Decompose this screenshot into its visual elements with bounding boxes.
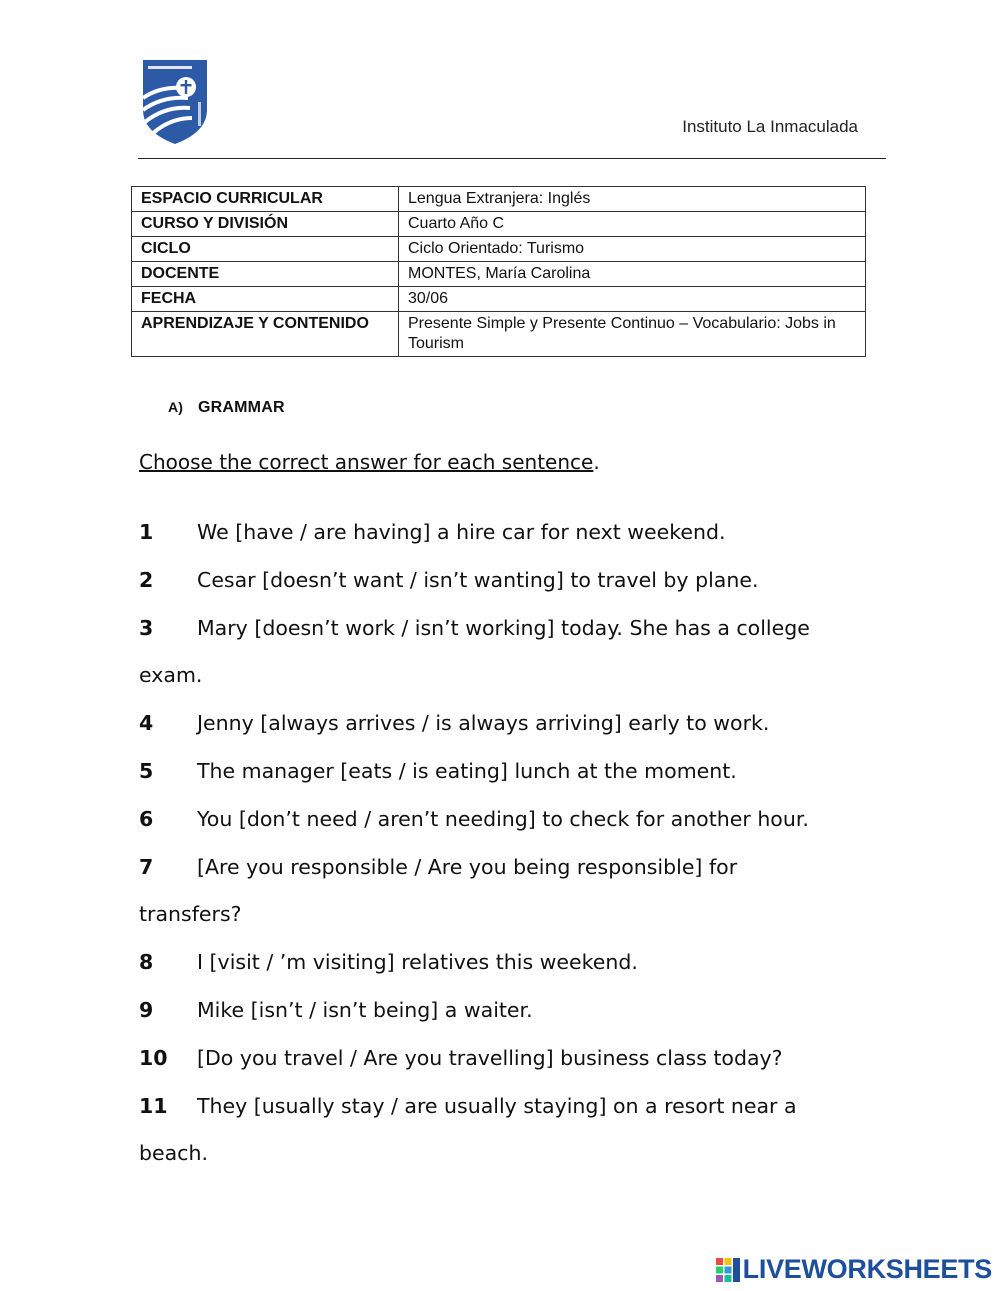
exercise-continuation — [139, 657, 859, 705]
exercise-sentence: [Do you travel / Are you travelling] business class today? — [197, 1045, 783, 1070]
instruction-underlined: Choose the correct answer for each sentence — [139, 450, 594, 474]
exercise-item — [139, 562, 859, 610]
exercise-number: 4 — [139, 711, 154, 736]
info-row — [132, 312, 866, 357]
exercise-sentence: exam. — [139, 663, 203, 688]
info-value: MONTES, María Carolina — [399, 262, 866, 287]
info-value: Lengua Extranjera: Inglés — [399, 187, 866, 212]
exercise-sentence: The manager [eats / is eating] lunch at the moment. — [197, 758, 737, 783]
exercise-item — [139, 992, 859, 1040]
exercise-continuation — [139, 896, 859, 944]
school-crest-icon — [140, 58, 210, 146]
info-value: Ciclo Orientado: Turismo — [399, 237, 866, 262]
info-key: CURSO Y DIVISIÓN — [132, 212, 399, 237]
exercise-sentence: beach. — [139, 1141, 208, 1166]
info-key: FECHA — [132, 287, 399, 312]
info-row — [132, 262, 866, 287]
info-row — [132, 287, 866, 312]
exercise-sentence: We [have / are having] a hire car for next weekend. — [197, 520, 726, 544]
exercise-continuation — [139, 1135, 859, 1183]
info-key: APRENDIZAJE Y CONTENIDO — [132, 312, 399, 357]
exercise-number: 6 — [139, 806, 154, 831]
exercise-list — [139, 514, 859, 1183]
exercise-number: 11 — [139, 1093, 168, 1118]
exercise-item — [139, 753, 859, 801]
exercise-item — [139, 514, 859, 562]
section-marker: A) — [168, 399, 184, 415]
info-value: Presente Simple y Presente Continuo – Vocabulario: Jobs in Tourism — [399, 312, 866, 357]
liveworksheets-brand — [715, 1254, 992, 1285]
info-row — [132, 187, 866, 212]
info-key: ESPACIO CURRICULAR — [132, 187, 399, 212]
instruction-text — [139, 450, 600, 474]
exercise-item — [139, 801, 859, 849]
instruction-period: . — [593, 450, 600, 474]
exercise-sentence: You [don’t need / aren’t needing] to check for another hour. — [197, 806, 809, 831]
info-row — [132, 212, 866, 237]
exercise-sentence: Mary [doesn’t work / isn’t working] today. She has a college — [197, 615, 810, 640]
exercise-number: 5 — [139, 758, 154, 783]
info-value: Cuarto Año C — [399, 212, 866, 237]
info-value: 30/06 — [399, 287, 866, 312]
exercise-item — [139, 849, 859, 897]
info-row — [132, 237, 866, 262]
exercise-sentence: I [visit / ’m visiting] relatives this weekend. — [197, 950, 638, 975]
institute-name: Instituto La Inmaculada — [682, 117, 858, 136]
course-info-table — [131, 186, 866, 357]
exercise-number: 7 — [139, 854, 154, 879]
exercise-number: 8 — [139, 950, 154, 975]
exercise-sentence: transfers? — [139, 902, 242, 927]
info-key: CICLO — [132, 237, 399, 262]
exercise-item — [139, 944, 859, 992]
exercise-item — [139, 610, 859, 658]
section-title: GRAMMAR — [198, 399, 285, 416]
exercise-item — [139, 705, 859, 753]
exercise-number: 3 — [139, 615, 154, 640]
liveworksheets-logo-icon — [715, 1257, 741, 1283]
exercise-item — [139, 1040, 859, 1088]
exercise-sentence: Jenny [always arrives / is always arriving] early to work. — [197, 711, 770, 736]
exercise-number: 9 — [139, 997, 154, 1022]
exercise-sentence: They [usually stay / are usually staying] on a resort near a — [197, 1093, 797, 1118]
exercise-sentence: Mike [isn’t / isn’t being] a waiter. — [197, 997, 533, 1022]
exercise-number: 2 — [139, 567, 154, 592]
exercise-sentence: Cesar [doesn’t want / isn’t wanting] to travel by plane. — [197, 567, 759, 592]
exercise-number: 10 — [139, 1045, 168, 1070]
brand-text: LIVEWORKSHEETS — [742, 1254, 992, 1284]
exercise-sentence: [Are you responsible / Are you being responsible] for — [197, 854, 738, 879]
exercise-number: 1 — [139, 520, 154, 544]
section-heading — [168, 399, 285, 417]
exercise-item — [139, 1088, 859, 1136]
info-key: DOCENTE — [132, 262, 399, 287]
header-divider — [138, 158, 886, 159]
